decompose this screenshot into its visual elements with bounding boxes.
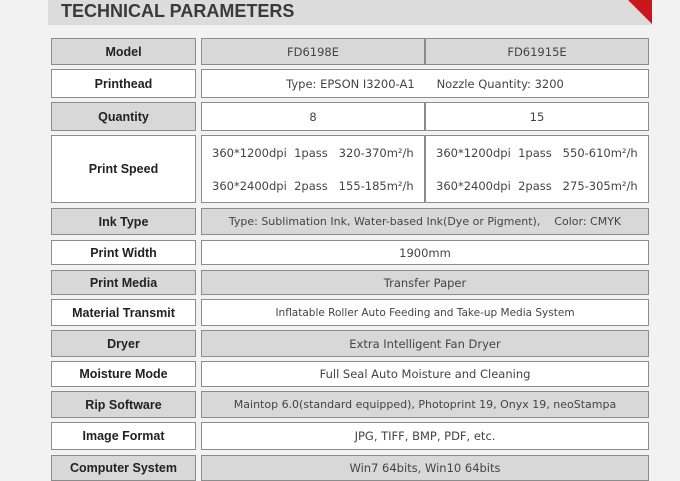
row-label-rip-software: Rip Software: [51, 391, 196, 418]
row-label-ink-type: Ink Type: [51, 208, 196, 235]
row-label-printhead: Printhead: [51, 69, 196, 98]
model-value-1: FD6198E: [201, 38, 425, 65]
print-width-value: 1900mm: [201, 240, 649, 265]
print-speed-line: 360*2400dpi 2pass 275-305m²/h: [436, 178, 638, 193]
dryer-value: Extra Intelligent Fan Dryer: [201, 330, 649, 357]
row-label-dryer: Dryer: [51, 330, 196, 357]
quantity-value-1: 8: [201, 102, 425, 131]
material-transmit-value: Inflatable Roller Auto Feeding and Take-up Media System: [201, 299, 649, 326]
print-speed-col-2: [425, 135, 649, 203]
rip-software-value: Maintop 6.0(standard equipped), Photoprint 19, Onyx 19, neoStampa: [201, 391, 649, 418]
image-format-value: JPG, TIFF, BMP, PDF, etc.: [201, 422, 649, 450]
row-label-print-width: Print Width: [51, 240, 196, 265]
row-label-computer-system: Computer System: [51, 455, 196, 481]
row-label-image-format: Image Format: [51, 422, 196, 450]
moisture-mode-value: Full Seal Auto Moisture and Cleaning: [201, 361, 649, 387]
print-speed-line: 360*1200dpi 1pass 320-370m²/h: [212, 145, 414, 160]
ink-type-value: Type: Sublimation Ink, Water-based Ink(Dye or Pigment), Color: CMYK: [201, 208, 649, 235]
computer-system-value: Win7 64bits, Win10 64bits: [201, 455, 649, 481]
print-media-value: Transfer Paper: [201, 270, 649, 295]
model-value-2: FD61915E: [425, 38, 649, 65]
print-speed-col-1: [201, 135, 425, 203]
print-speed-line: 360*2400dpi 2pass 155-185m²/h: [212, 178, 414, 193]
row-label-quantity: Quantity: [51, 102, 196, 131]
print-speed-line: 360*1200dpi 1pass 550-610m²/h: [436, 145, 638, 160]
corner-accent: [628, 0, 652, 24]
row-label-moisture-mode: Moisture Mode: [51, 361, 196, 387]
quantity-value-2: 15: [425, 102, 649, 131]
row-label-print-speed: Print Speed: [51, 135, 196, 203]
row-label-print-media: Print Media: [51, 270, 196, 295]
page-title: TECHNICAL PARAMETERS: [61, 1, 295, 21]
printhead-value: Type: EPSON I3200-A1 Nozzle Quantity: 3200: [201, 69, 649, 98]
row-label-material-transmit: Material Transmit: [51, 299, 196, 326]
row-label-model: Model: [51, 38, 196, 65]
